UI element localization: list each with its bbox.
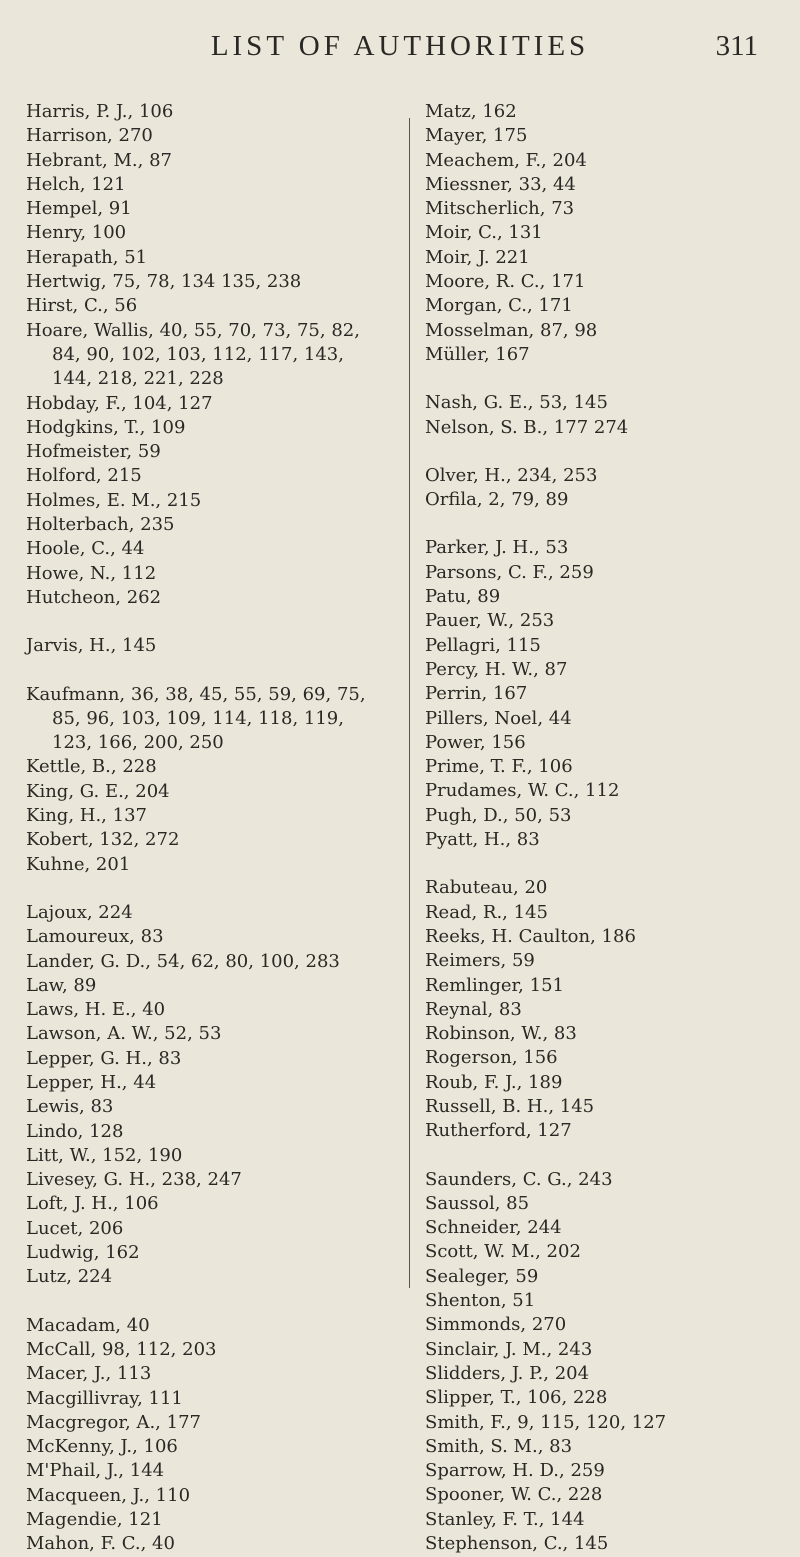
index-entry: Schneider, 244 xyxy=(425,1217,562,1239)
index-entry: Holmes, E. M., 215 xyxy=(26,489,202,511)
index-entry: Holterbach, 235 xyxy=(26,514,175,536)
index-entry: Saussol, 85 xyxy=(425,1192,530,1214)
index-entry: Loft, J. H., 106 xyxy=(26,1193,159,1215)
section-gap xyxy=(425,852,780,876)
index-entry: Macgregor, A., 177 xyxy=(26,1411,201,1433)
index-entry: Mayer, 175 xyxy=(425,125,528,147)
index-column-right xyxy=(425,100,780,1556)
index-entry: Howe, N., 112 xyxy=(26,562,157,584)
index-entry: Reynal, 83 xyxy=(425,998,522,1020)
index-entry: Livesey, G. H., 238, 247 xyxy=(26,1169,242,1191)
index-entry: Hoare, Wallis, 40, 55, 70, 73, 75, 82, 84, 90, 102, 103, 112, 117, 143, 144, 218, 221, 228 xyxy=(26,319,360,390)
index-entry: Percy, H. W., 87 xyxy=(425,658,568,680)
index-entry: Macadam, 40 xyxy=(26,1314,150,1336)
section-gap xyxy=(425,512,780,536)
index-entry: Moore, R. C., 171 xyxy=(425,271,586,293)
index-entry: Simmonds, 270 xyxy=(425,1314,567,1336)
index-entry: Magendie, 121 xyxy=(26,1509,163,1531)
index-column-left xyxy=(26,100,381,1557)
index-entry: Hempel, 91 xyxy=(26,198,132,220)
index-entry: Hertwig, 75, 78, 134 135, 238 xyxy=(26,271,302,293)
section-gap xyxy=(425,1144,780,1168)
index-entry: Rogerson, 156 xyxy=(425,1047,558,1069)
index-entry: Mitscherlich, 73 xyxy=(425,198,575,220)
index-entry: Lutz, 224 xyxy=(26,1266,113,1288)
index-entry: Russell, B. H., 145 xyxy=(425,1095,595,1117)
index-entry: Lepper, G. H., 83 xyxy=(26,1047,182,1069)
index-entry: Remlinger, 151 xyxy=(425,974,564,996)
index-entry: Holford, 215 xyxy=(26,465,142,487)
index-entry: Lewis, 83 xyxy=(26,1096,114,1118)
section-gap xyxy=(26,659,381,683)
index-entry: Morgan, C., 171 xyxy=(425,295,573,317)
index-entry: Moir, C., 131 xyxy=(425,222,543,244)
index-entry: Lucet, 206 xyxy=(26,1217,124,1239)
index-entry: Kobert, 132, 272 xyxy=(26,829,180,851)
index-entry: King, G. E., 204 xyxy=(26,780,170,802)
index-entry: Lindo, 128 xyxy=(26,1120,124,1142)
index-entry: Mahon, F. C., 40 xyxy=(26,1533,175,1555)
index-entry: Moir, J. 221 xyxy=(425,246,530,268)
index-entry: Miessner, 33, 44 xyxy=(425,173,576,195)
index-entry: Matz, 162 xyxy=(425,101,517,122)
index-entry: Lawson, A. W., 52, 53 xyxy=(26,1023,222,1045)
index-entry: Mosselman, 87, 98 xyxy=(425,319,598,341)
index-entry: Hoole, C., 44 xyxy=(26,538,145,560)
index-entry: Perrin, 167 xyxy=(425,683,528,705)
index-entry: Sparrow, H. D., 259 xyxy=(425,1460,605,1482)
index-entry: Meachem, F., 204 xyxy=(425,149,587,171)
index-entry: Slidders, J. P., 204 xyxy=(425,1362,590,1384)
section-gap xyxy=(26,1290,381,1314)
page-header xyxy=(0,30,800,70)
index-entry: Kuhne, 201 xyxy=(26,853,131,875)
index-entry: Pauer, W., 253 xyxy=(425,610,555,632)
index-entry: Pyatt, H., 83 xyxy=(425,829,540,851)
index-entry: Nelson, S. B., 177 274 xyxy=(425,416,629,438)
index-entry: Sinclair, J. M., 243 xyxy=(425,1338,593,1360)
index-entry: Pugh, D., 50, 53 xyxy=(425,804,572,826)
index-entry: Smith, F., 9, 115, 120, 127 xyxy=(425,1411,667,1433)
index-entry: Power, 156 xyxy=(425,731,526,753)
index-entry: Prime, T. F., 106 xyxy=(425,756,573,778)
index-entry: Reeks, H. Caulton, 186 xyxy=(425,925,636,947)
index-entry: Orfila, 2, 79, 89 xyxy=(425,489,569,511)
index-entry: Olver, H., 234, 253 xyxy=(425,464,598,486)
index-entry: Pillers, Noel, 44 xyxy=(425,707,572,729)
index-entry: Kaufmann, 36, 38, 45, 55, 59, 69, 75, 85, 96, 103, 109, 114, 118, 119, 123, 166, 200, 250 xyxy=(26,683,366,754)
index-entry: Hebrant, M., 87 xyxy=(26,149,172,171)
index-entry: Stephenson, C., 145 xyxy=(425,1533,609,1555)
index-entry: Harrison, 270 xyxy=(26,125,153,147)
index-entry: Spooner, W. C., 228 xyxy=(425,1484,603,1506)
index-entry: Hobday, F., 104, 127 xyxy=(26,392,213,414)
index-entry: Laws, H. E., 40 xyxy=(26,999,166,1021)
index-entry: Reimers, 59 xyxy=(425,950,535,972)
index-entry: Herapath, 51 xyxy=(26,246,148,268)
index-entry: Hodgkins, T., 109 xyxy=(26,416,186,438)
section-gap xyxy=(26,610,381,634)
index-entry: Lajoux, 224 xyxy=(26,901,133,923)
index-entry: Slipper, T., 106, 228 xyxy=(425,1387,608,1409)
index-entry: Lepper, H., 44 xyxy=(26,1071,157,1093)
section-gap xyxy=(425,367,780,391)
index-entry: Prudames, W. C., 112 xyxy=(425,780,620,802)
section-gap xyxy=(425,440,780,464)
index-entry: Lander, G. D., 54, 62, 80, 100, 283 xyxy=(26,950,340,972)
index-entry: Robinson, W., 83 xyxy=(425,1023,577,1045)
index-entry: Helch, 121 xyxy=(26,173,126,195)
index-entry: King, H., 137 xyxy=(26,805,147,827)
index-entry: McKenny, J., 106 xyxy=(26,1436,178,1458)
index-entry: Roub, F. J., 189 xyxy=(425,1071,563,1093)
index-entry: Parker, J. H., 53 xyxy=(425,537,569,559)
index-entry: Stanley, F. T., 144 xyxy=(425,1508,585,1530)
index-entry: Parsons, C. F., 259 xyxy=(425,561,594,583)
index-entry: Shenton, 51 xyxy=(425,1290,536,1312)
index-entry: Jarvis, H., 145 xyxy=(26,635,157,657)
index-entry: Henry, 100 xyxy=(26,222,127,244)
index-entry: Ludwig, 162 xyxy=(26,1242,140,1264)
index-entry: Macgillivray, 111 xyxy=(26,1387,183,1409)
index-entry: Lamoureux, 83 xyxy=(26,926,164,948)
index-entry: Harris, P. J., 106 xyxy=(26,101,174,122)
index-entry: Müller, 167 xyxy=(425,343,530,365)
index-entry: Macer, J., 113 xyxy=(26,1363,152,1385)
index-entry: M'Phail, J., 144 xyxy=(26,1460,165,1482)
index-entry: Pellagri, 115 xyxy=(425,634,541,656)
index-entry: Saunders, C. G., 243 xyxy=(425,1168,613,1190)
index-entry: Sealeger, 59 xyxy=(425,1265,539,1287)
index-entry: Kettle, B., 228 xyxy=(26,756,157,778)
index-entry: Patu, 89 xyxy=(425,586,501,608)
column-divider xyxy=(409,118,410,1288)
index-entry: Hofmeister, 59 xyxy=(26,441,161,463)
page-title: LIST OF AUTHORITIES xyxy=(210,30,590,62)
index-entry: Hirst, C., 56 xyxy=(26,295,138,317)
index-entry: Macqueen, J., 110 xyxy=(26,1484,191,1506)
index-entry: Read, R., 145 xyxy=(425,901,548,923)
page-number: 311 xyxy=(715,30,758,62)
index-entry: Litt, W., 152, 190 xyxy=(26,1144,183,1166)
index-entry: McCall, 98, 112, 203 xyxy=(26,1338,217,1360)
index-entry: Hutcheon, 262 xyxy=(26,586,162,608)
index-entry: Rutherford, 127 xyxy=(425,1120,572,1142)
index-entry: Law, 89 xyxy=(26,974,97,996)
index-entry: Smith, S. M., 83 xyxy=(425,1435,573,1457)
index-entry: Scott, W. M., 202 xyxy=(425,1241,581,1263)
index-entry: Nash, G. E., 53, 145 xyxy=(425,392,608,414)
index-entry: Rabuteau, 20 xyxy=(425,877,548,899)
section-gap xyxy=(26,877,381,901)
